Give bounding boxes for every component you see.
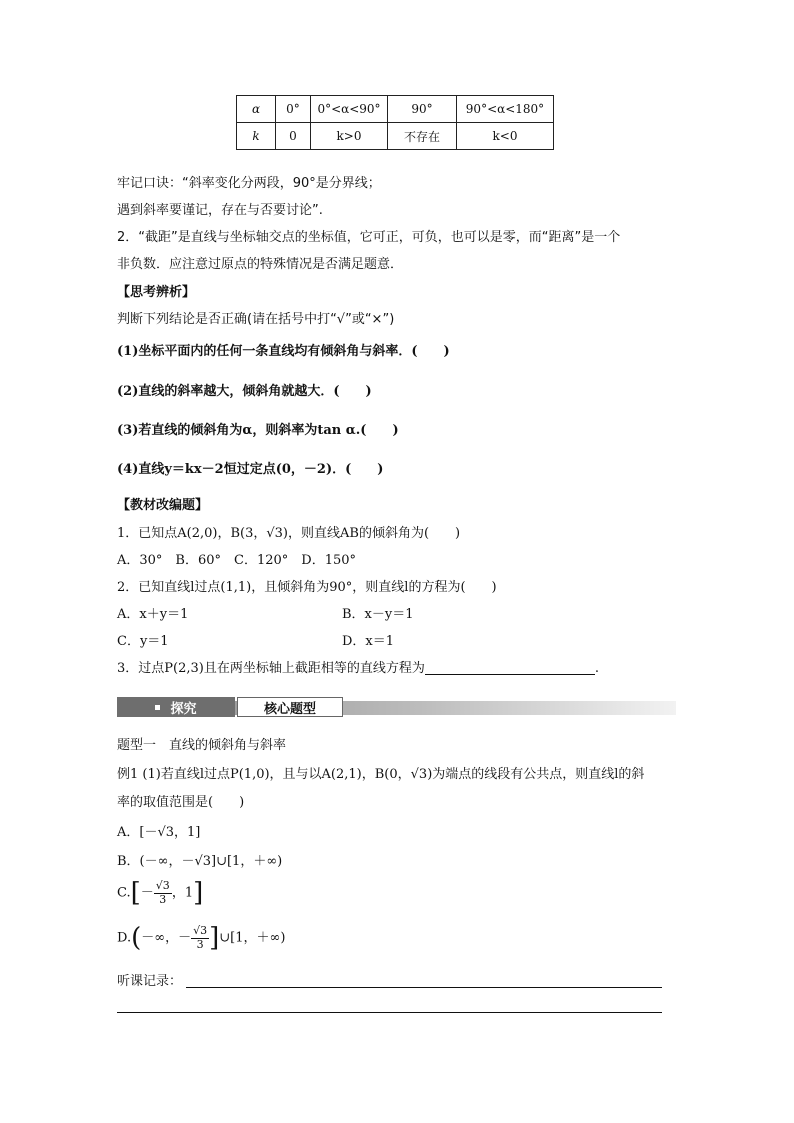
option-c-prefix: C. xyxy=(117,885,131,901)
slope-angle-table xyxy=(236,95,554,150)
think-intro: 判断下列结论是否正确(请在括号中打“√”或“×”) xyxy=(117,312,395,327)
table-cell: 0°<α<90° xyxy=(311,96,388,123)
question-3 xyxy=(117,662,599,675)
example-option-d xyxy=(117,925,285,951)
table-cell: 0° xyxy=(276,96,311,123)
table-row xyxy=(237,96,554,123)
section-tab-core xyxy=(237,697,343,717)
section-tab-core-label: 核心题型 xyxy=(263,701,316,717)
question-3-text: 3．过点P(2,3)且在两坐标轴上截距相等的直线方程为 xyxy=(117,661,425,676)
left-paren-icon: ( xyxy=(131,923,142,953)
note-2-line-1: 2．“截距”是直线与坐标轴交点的坐标值，它可正，可负，也可以是零，而“距离”是一个 xyxy=(117,230,621,245)
table-cell: k>0 xyxy=(311,123,388,150)
fraction xyxy=(191,925,209,950)
table-cell: 90° xyxy=(388,96,457,123)
table-cell: 0 xyxy=(276,123,311,150)
fraction-numerator: √3 xyxy=(155,879,170,893)
question-2-option-c: C．y＝1 xyxy=(117,634,169,649)
square-bullet-icon xyxy=(155,705,160,710)
section-bar xyxy=(117,697,676,719)
table-cell: 90°<α<180° xyxy=(457,96,554,123)
question-2-option-d: D．x＝1 xyxy=(342,634,395,649)
think-item-1: (1)坐标平面内的任何一条直线均有倾斜角与斜率．( ) xyxy=(117,344,450,359)
table-cell: 不存在 xyxy=(388,123,457,150)
fraction-numerator: √3 xyxy=(193,924,208,938)
notes-line[interactable] xyxy=(117,1012,662,1013)
table-cell: k xyxy=(237,123,276,150)
left-bracket-icon: [ xyxy=(130,878,141,908)
question-3-end: . xyxy=(594,661,599,676)
example-option-b: B．(－∞，－√3]∪[1，＋∞) xyxy=(117,854,283,869)
option-d-rest: ∪[1，＋∞) xyxy=(219,930,286,946)
think-heading: 【思考辨析】 xyxy=(117,285,196,300)
option-d-mid: －∞，－ xyxy=(141,930,192,946)
notes-line[interactable] xyxy=(186,987,662,988)
option-c-rest: ，1 xyxy=(171,885,194,901)
think-item-2: (2)直线的斜率越大，倾斜角就越大．( ) xyxy=(117,384,372,399)
example-1-line-2: 率的取值范围是( ) xyxy=(117,795,245,810)
example-option-a: A．[－√3，1] xyxy=(117,825,201,840)
section-tab-explore xyxy=(117,697,235,717)
right-bracket-icon: ] xyxy=(193,878,204,908)
fraction-denominator: 3 xyxy=(159,892,167,906)
question-1: 1．已知点A(2,0)，B(3，√3)，则直线AB的倾斜角为( ) xyxy=(117,526,461,541)
mnemonic-line-2: 遇到斜率要谨记，存在与否要讨论”. xyxy=(117,203,323,218)
table-cell: k<0 xyxy=(457,123,554,150)
question-2-option-a: A．x＋y＝1 xyxy=(117,607,189,622)
example-option-c xyxy=(117,880,203,906)
type-heading: 题型一 直线的倾斜角与斜率 xyxy=(117,738,287,753)
fraction xyxy=(154,880,172,905)
think-item-4: (4)直线y＝kx－2恒过定点(0，－2)．( ) xyxy=(117,462,384,477)
question-2: 2．已知直线l过点(1,1)，且倾斜角为90°，则直线l的方程为( ) xyxy=(117,580,497,595)
example-1-line-1: 例1 (1)若直线l过点P(1,0)，且与以A(2,1)，B(0，√3)为端点的线段有公共点，则直线l的斜 xyxy=(117,767,645,782)
answer-blank[interactable] xyxy=(425,662,595,675)
question-2-option-b: B．x－y＝1 xyxy=(342,607,414,622)
mnemonic-line-1: 牢记口诀：“斜率变化分两段，90°是分界线； xyxy=(117,176,381,191)
table-row xyxy=(237,123,554,150)
table-cell: α xyxy=(237,96,276,123)
minus-sign: － xyxy=(140,885,154,901)
right-bracket-icon: ] xyxy=(209,923,220,953)
textbook-heading: 【教材改编题】 xyxy=(117,498,209,513)
option-d-prefix: D. xyxy=(117,930,132,946)
fraction-denominator: 3 xyxy=(196,937,204,951)
listen-record-label: 听课记录： xyxy=(117,974,183,989)
note-2-line-2: 非负数．应注意过原点的特殊情况是否满足题意． xyxy=(117,257,404,272)
section-tab-explore-label: 探究 xyxy=(170,701,197,717)
think-item-3: (3)若直线的倾斜角为α，则斜率为tan α.( ) xyxy=(117,423,399,438)
question-1-options: A．30° B．60° C．120° D．150° xyxy=(117,553,357,568)
